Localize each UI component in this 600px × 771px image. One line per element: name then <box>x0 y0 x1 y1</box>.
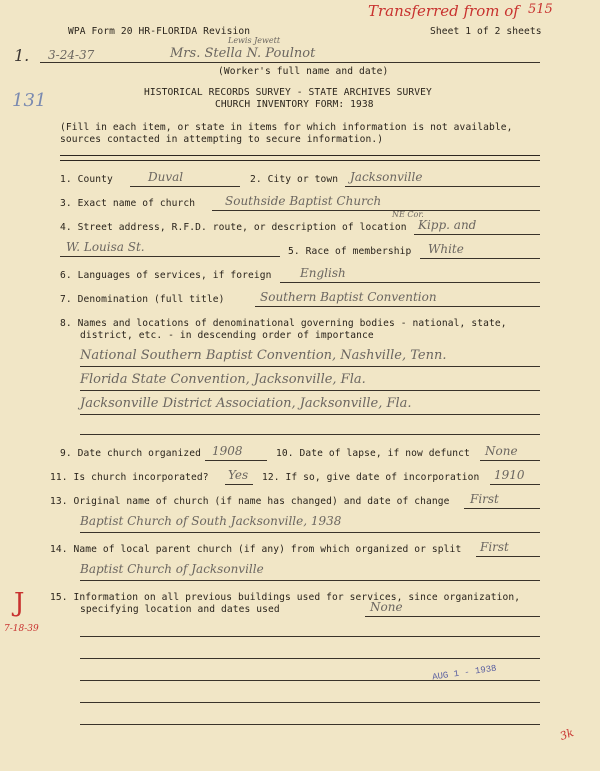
item-15-line-4 <box>80 680 540 681</box>
form-number-note: 515 <box>528 2 553 17</box>
item-15-line-6 <box>80 724 540 725</box>
item-12-value: 1910 <box>494 468 525 482</box>
margin-code: 131 <box>12 90 47 111</box>
form-title: CHURCH INVENTORY FORM: 1938 <box>215 99 374 110</box>
item-15-label-2: specifying location and dates used <box>80 604 280 615</box>
item-14-value: First <box>480 540 509 554</box>
item-1-label: 1. County <box>60 174 113 185</box>
item-7-value: Southern Baptist Convention <box>260 290 437 304</box>
item-15-line-5 <box>80 702 540 703</box>
transferred-note: Transferred from of <box>368 2 519 20</box>
item-3-label: 3. Exact name of church <box>60 198 196 209</box>
item-14-label: 14. Name of local parent church (if any) from which organized or split <box>50 544 462 555</box>
worker-date: 3-24-37 <box>48 48 95 62</box>
item-7-line <box>255 306 540 307</box>
divider-2 <box>60 160 540 161</box>
survey-title: HISTORICAL RECORDS SURVEY - STATE ARCHIVES SURVEY <box>144 87 432 98</box>
item-8-line-3 <box>80 414 540 415</box>
item-13-value: First <box>470 492 499 506</box>
item-3-line <box>212 210 540 211</box>
item-8-line-4 <box>80 434 540 435</box>
received-stamp: AUG 1 - 1938 <box>431 663 498 683</box>
item-6-line <box>280 282 540 283</box>
item-14-value-2: Baptist Church of Jacksonville <box>80 562 264 576</box>
item-14-line-2 <box>80 580 540 581</box>
item-8-value-2: Florida State Convention, Jacksonville, Fla. <box>80 372 366 387</box>
worker-line <box>40 62 540 63</box>
margin-j-date: 7-18-39 <box>4 624 39 634</box>
item-8-value-1: National Southern Baptist Convention, Nashville, Tenn. <box>80 348 447 363</box>
item-1-line <box>130 186 240 187</box>
item-15-line <box>365 616 540 617</box>
item-2-value: Jacksonville <box>350 170 423 184</box>
worker-name-correction: Lewis Jewett <box>228 36 281 45</box>
item-5-value: White <box>428 242 464 256</box>
bottom-mark: 3k <box>558 726 576 743</box>
item-10-line <box>480 460 540 461</box>
item-4-value: Kipp. and <box>418 218 477 232</box>
item-13-label: 13. Original name of church (if name has changed) and date of change <box>50 496 450 507</box>
item-13-line <box>464 508 540 509</box>
item-15-line-3 <box>80 658 540 659</box>
item-15-label-1: 15. Information on all previous buildings used for services, since organization, <box>50 592 521 603</box>
item-11-label: 11. Is church incorporated? <box>50 472 209 483</box>
item-4-line <box>414 234 540 235</box>
item-8-label-2: district, etc. - in descending order of importance <box>80 330 374 341</box>
item-15-line-2 <box>80 636 540 637</box>
margin-number: 1. <box>14 46 30 65</box>
item-9-value: 1908 <box>212 444 243 458</box>
item-4-label: 4. Street address, R.F.D. route, or description of location <box>60 222 407 233</box>
item-9-line <box>205 460 267 461</box>
worker-caption: (Worker's full name and date) <box>218 66 389 77</box>
item-10-label: 10. Date of lapse, if now defunct <box>276 448 470 459</box>
instructions-line1: (Fill in each item, or state in items for which information is not available, <box>60 122 513 133</box>
item-13-value-2: Baptist Church of South Jacksonville, 1938 <box>80 514 342 528</box>
item-8-line-1 <box>80 366 540 367</box>
item-6-label: 6. Languages of services, if foreign <box>60 270 272 281</box>
item-5-line <box>420 258 540 259</box>
item-8-line-2 <box>80 390 540 391</box>
item-10-value: None <box>485 444 518 458</box>
instructions-line2: sources contacted in attempting to secure information.) <box>60 134 384 145</box>
form-identifier: WPA Form 20 HR-FLORIDA Revision <box>68 26 251 37</box>
item-2-label: 2. City or town <box>250 174 339 185</box>
item-7-label: 7. Denomination (full title) <box>60 294 225 305</box>
item-1-value: Duval <box>148 170 184 184</box>
item-8-value-3: Jacksonville District Association, Jacksonville, Fla. <box>80 396 412 411</box>
worker-name: Mrs. Stella N. Poulnot <box>170 46 316 61</box>
margin-j-mark: J <box>14 588 25 618</box>
item-5-label: 5. Race of membership <box>288 246 412 257</box>
item-4-note: NE Cor. <box>392 210 424 219</box>
item-9-label: 9. Date church organized <box>60 448 202 459</box>
item-13-line-2 <box>80 532 540 533</box>
item-11-line <box>225 484 253 485</box>
item-2-line <box>345 186 540 187</box>
item-4-line-2 <box>60 256 280 257</box>
item-6-value: English <box>300 266 346 280</box>
sheet-label: Sheet 1 of 2 sheets <box>430 26 542 37</box>
item-12-line <box>490 484 540 485</box>
item-8-label-1: 8. Names and locations of denominational governing bodies - national, state, <box>60 318 507 329</box>
item-3-value: Southside Baptist Church <box>225 194 382 208</box>
item-12-label: 12. If so, give date of incorporation <box>262 472 480 483</box>
item-4-value-2: W. Louisa St. <box>66 240 145 254</box>
item-11-value: Yes <box>228 468 249 482</box>
divider-1 <box>60 155 540 156</box>
item-15-value: None <box>370 600 403 614</box>
item-14-line <box>476 556 540 557</box>
